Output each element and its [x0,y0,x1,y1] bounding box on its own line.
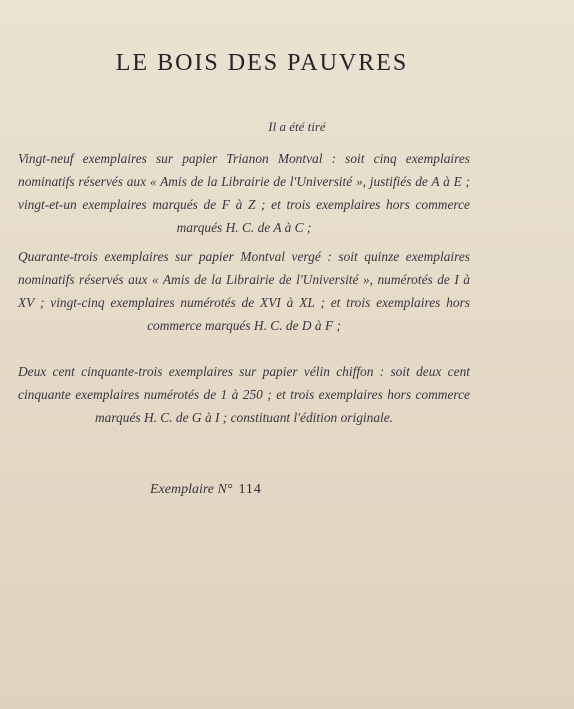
paragraph-velin: Deux cent cinquante-trois exemplaires sur papier vélin chiffon : soit deux cent cinquante exemplaires numérotés de 1 à 250 ; et trois exemplaires hors commerce marqués H. C. de G à I ; constituant l'édition originale. [18,364,470,425]
paragraph-trianon: Vingt-neuf exemplaires sur papier Trianon Montval : soit cinq exemplaires nominatifs réservés aux « Amis de la Librairie de l'Université », justifiés de A à E ; vingt-et-un exemplaires marqués de F à Z ; et trois exemplaires hors commerce marqués H. C. de A à C ; [18,151,470,235]
copy-number-value: 114 [238,482,262,497]
intro-line: Il a été tiré [268,119,326,134]
page-title: LE BOIS DES PAUVRES [115,50,409,76]
paragraph-verge: Quarante-trois exemplaires sur papier Montval vergé : soit quinze exemplaires nominatifs réservés aux « Amis de la Librairie de l'Université », numérotés de I à XV ; vingt-cinq exemplaires numérotés de XVI à XL ; et trois exemplaires hors commerce marqués H. C. de D à F ; [18,249,470,333]
copy-number-line [150,482,262,498]
copy-number-label: Exemplaire N° [150,482,233,497]
